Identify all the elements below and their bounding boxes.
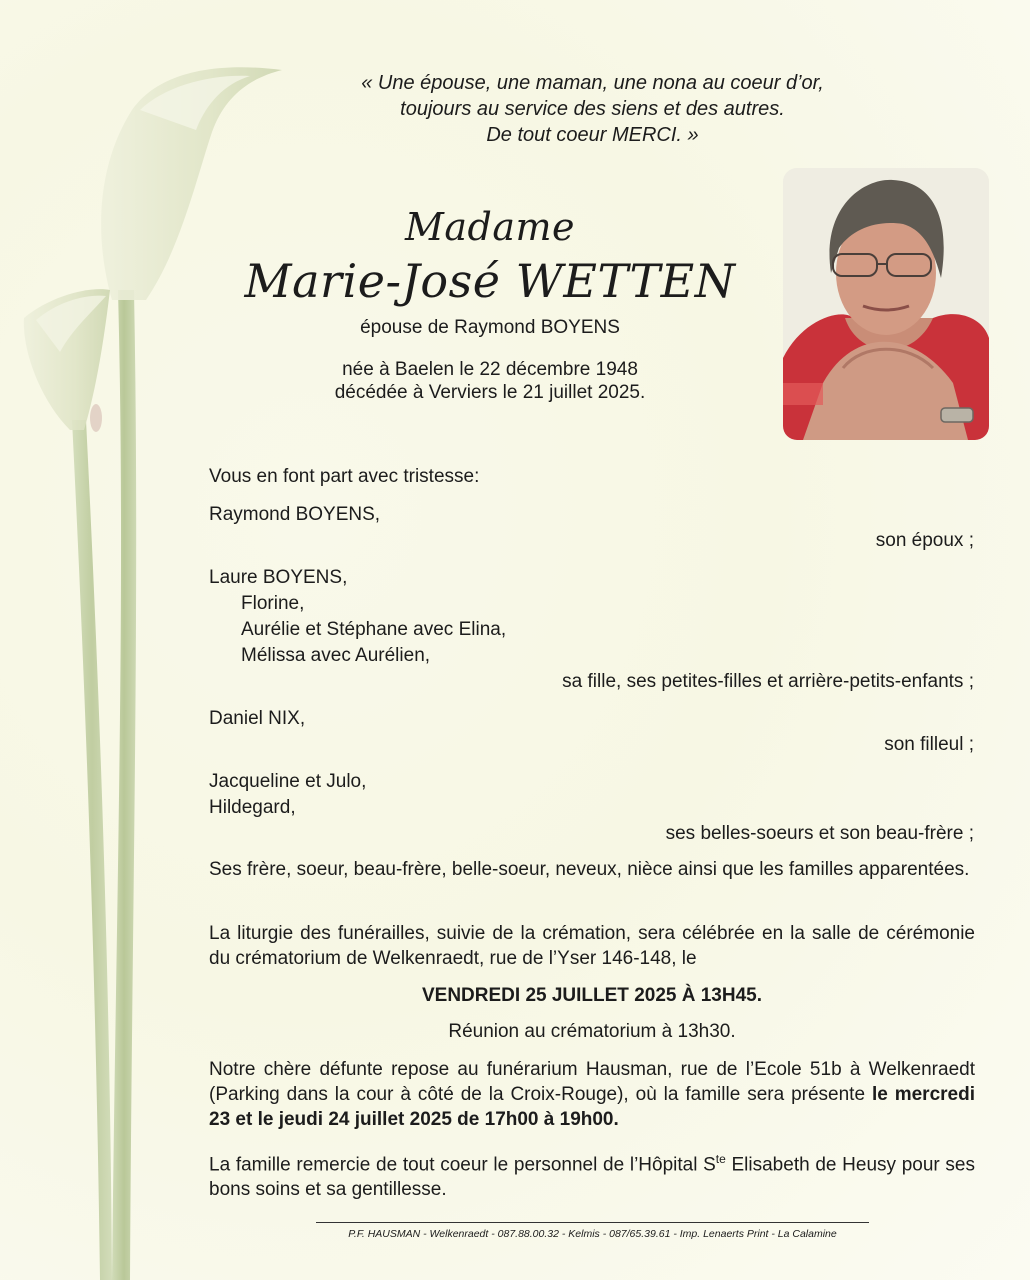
family-paragraph: Ses frère, soeur, beau-frère, belle-soeur, neveux, nièce ainsi que les familles apparentées. <box>209 859 970 880</box>
thanks-superscript: te <box>715 1152 726 1166</box>
relation-label: son filleul ; <box>884 734 974 755</box>
birth-death-dates <box>290 358 690 404</box>
relation-label: ses belles-soeurs et son beau-frère ; <box>665 823 974 844</box>
portrait-illustration <box>783 168 989 440</box>
relative-name: Aurélie et Stéphane avec Elina, <box>241 619 507 640</box>
ceremony-datetime: VENDREDI 25 JUILLET 2025 À 13H45. <box>421 985 763 1006</box>
relative-name: Jacqueline et Julo, <box>209 771 367 792</box>
birth-line: née à Baelen le 22 décembre 1948 <box>342 359 638 380</box>
spouse-line: épouse de Raymond BOYENS <box>360 317 620 338</box>
visitation-dates: le mercredi 23 et le jeudi 24 juillet 2025 de 17h00 à 19h00. <box>209 1084 975 1130</box>
relative-name: Daniel NIX, <box>209 708 306 729</box>
relative-name: Hildegard, <box>209 797 296 818</box>
relative-name: Laure BOYENS, <box>209 567 348 588</box>
relation-label: sa fille, ses petites-filles et arrière-petits-enfants ; <box>562 671 974 692</box>
visitation-text: Notre chère défunte repose au funérarium Hausman, rue de l’Ecole 51b à Welkenraedt (Parking dans la cour à côté de la Croix-Rouge), où la famille sera présente <box>209 1059 975 1105</box>
relative-name: Florine, <box>241 593 305 614</box>
thanks-text-start: La famille remercie de tout coeur le personnel de l’Hôpital S <box>209 1154 716 1176</box>
quote <box>300 70 885 148</box>
relation-label: son époux ; <box>875 530 974 551</box>
meeting-info: Réunion au crématorium à 13h30. <box>448 1021 736 1042</box>
thanks-paragraph <box>209 1147 975 1202</box>
visitation-paragraph <box>209 1057 975 1132</box>
footer-credits: P.F. HAUSMAN - Welkenraedt - 087.88.00.32 - Kelmis - 087/65.39.61 - Imp. Lenaerts Print - La Calamine <box>348 1228 837 1240</box>
portrait-photo <box>783 168 989 440</box>
thanks-text-end: Elisabeth de Heusy pour ses bons soins et sa gentillesse. <box>209 1154 975 1201</box>
footer-divider <box>316 1222 869 1223</box>
relative-name: Mélissa avec Aurélien, <box>241 645 431 666</box>
quote-line-1: « Une épouse, une maman, une nona au coeur d’or, <box>361 72 824 94</box>
quote-line-3: De tout coeur MERCI. » <box>486 124 699 146</box>
death-line: décédée à Verviers le 21 juillet 2025. <box>334 382 646 403</box>
deceased-name: Marie-José WETTEN <box>244 254 736 308</box>
quote-line-2: toujours au service des siens et des autres. <box>400 98 785 120</box>
intro-text: Vous en font part avec tristesse: <box>209 466 480 487</box>
ceremony-paragraph: La liturgie des funérailles, suivie de la crémation, sera célébrée en la salle de cérémonie du crématorium de Welkenraedt, rue de l’Yser 146-148, le <box>209 923 975 969</box>
honorific-title: Madame <box>404 205 576 249</box>
relative-name: Raymond BOYENS, <box>209 504 381 525</box>
